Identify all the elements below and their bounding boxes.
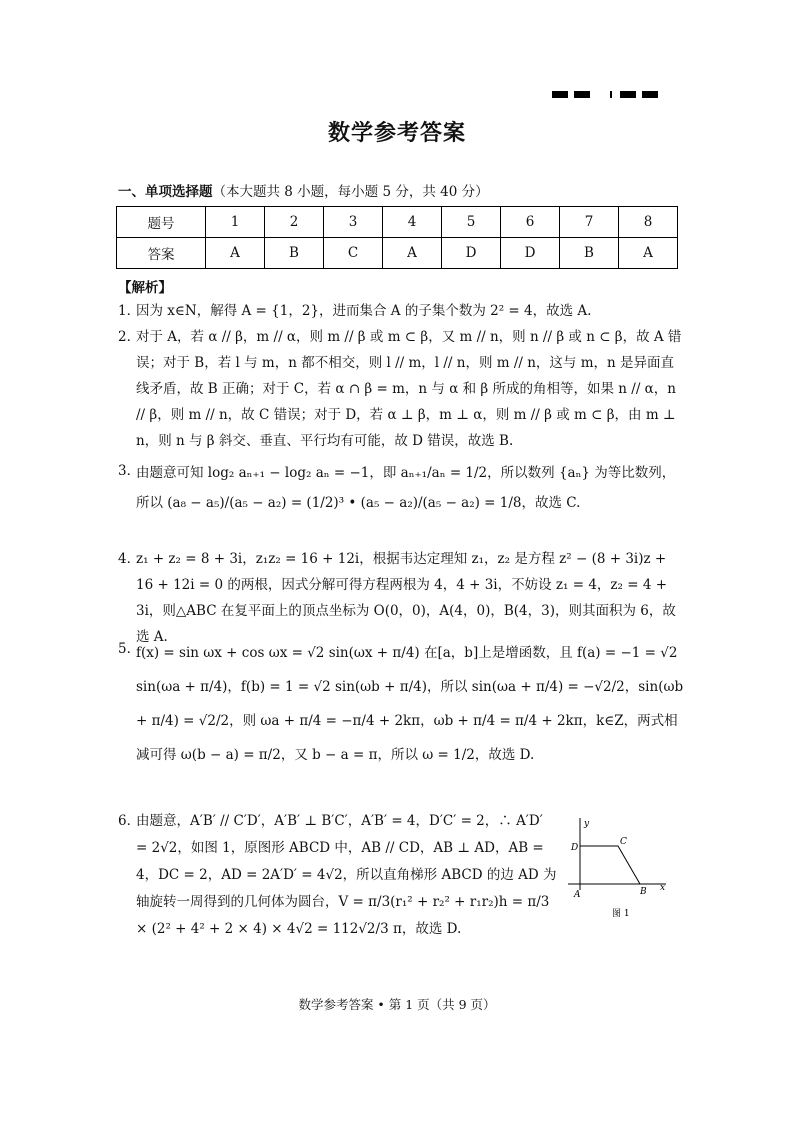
table-cell: D <box>501 238 560 269</box>
page-footer: 数学参考答案 • 第 1 页（共 9 页） <box>298 997 496 1012</box>
trapezoid-edge <box>580 846 640 884</box>
label-y: y <box>584 819 590 829</box>
solution-item-5 <box>118 636 684 772</box>
trapezoid-diagram <box>568 812 676 922</box>
table-cell: A <box>383 238 442 269</box>
item-number: 6． <box>118 813 141 829</box>
item-number: 4． <box>118 551 141 567</box>
section-note: （本大题共 8 小题，每小题 5 分，共 40 分） <box>212 184 489 200</box>
table-cell: 3 <box>324 207 383 238</box>
table-cell: B <box>265 238 324 269</box>
figure-caption: 图 1 <box>612 909 630 919</box>
answer-table <box>116 206 678 269</box>
item-number: 3． <box>118 463 141 479</box>
figure-1 <box>568 812 676 922</box>
table-cell: A <box>619 238 678 269</box>
table-cell: 7 <box>560 207 619 238</box>
section-heading <box>118 180 489 200</box>
table-head-number: 题号 <box>117 207 206 238</box>
solution-item-2 <box>118 324 684 454</box>
label-d: D <box>571 843 579 853</box>
item-text: 由题意，A′B′ // C′D′，A′B′ ⊥ B′C′，A′B′ = 4，D′C′ = 2，∴ A′D′ = 2√2，如图 1，原图形 ABCD 中，AB // CD，AB ⊥ AD，AB = 4，DC = 2，AD = 2A′D′ = 4√2，所以直角梯形 ABCD 的边 AD 为轴旋转一周得到的几何体为圆台，V = π/3(r₁² + r₂² + r₁r₂)h = π/3 × (2² + 4² + 2 × 4) × 4√2 = 112√2/3 π，故选 D. <box>136 813 557 937</box>
solution-item-3 <box>118 458 684 518</box>
page-title: 数学参考答案 <box>327 120 466 146</box>
solution-item-6 <box>118 808 558 943</box>
table-row-answers <box>117 238 678 269</box>
label-a: A <box>574 890 581 900</box>
table-cell: 2 <box>265 207 324 238</box>
item-text: 由题意可知 log₂ aₙ₊₁ − log₂ aₙ = −1，即 aₙ₊₁/aₙ = 1/2，所以数列 {aₙ} 为等比数列，所以 (a₈ − a₅)/(a₅ − a₂) = (1/2)³ • (a₅ − a₂)/(a₅ − a₂) = 1/8，故选 C. <box>136 465 676 511</box>
table-cell: 4 <box>383 207 442 238</box>
table-cell: 8 <box>619 207 678 238</box>
table-cell: C <box>324 238 383 269</box>
analysis-label: 【解析】 <box>118 280 172 296</box>
label-c: C <box>620 837 627 847</box>
table-row-numbers <box>117 207 678 238</box>
table-cell: D <box>442 238 501 269</box>
section-label: 一、单项选择题 <box>118 184 213 200</box>
item-text: 对于 A，若 α // β，m // α，则 m // β 或 m ⊂ β，又 m // n，则 n // β 或 n ⊂ β，故 A 错误；对于 B，若 l 与 m，n 都不相交，则 l // m，l // n，则 m // n，这与 m，n 是异面直线矛盾，故 B 正确；对于 C，若 α ∩ β = m，n 与 α 和 β 所成的角相等，如果 n // α，n // β，则 m // n，故 C 错误；对于 D，若 α ⊥ β，m ⊥ α，则 m // β 或 m ⊂ β，由 m ⊥ n，则 n 与 β 斜交、垂直、平行均有可能，故 D 错误，故选 B. <box>136 329 682 449</box>
item-number: 2． <box>118 329 141 345</box>
table-cell: 5 <box>442 207 501 238</box>
label-x: x <box>660 883 666 893</box>
item-number: 1． <box>118 303 141 319</box>
table-cell: 6 <box>501 207 560 238</box>
table-cell: 1 <box>206 207 265 238</box>
item-text: z₁ + z₂ = 8 + 3i，z₁z₂ = 16 + 12i，根据韦达定理知 z₁，z₂ 是方程 z² − (8 + 3i)z + 16 + 12i = 0 的两根，因式分解可得方程两根为 4，4 + 3i，不妨设 z₁ = 4，z₂ = 4 + 3i，则△ABC 在复平面上的顶点坐标为 O(0，0)，A(4，0)，B(4，3)，则其面积为 6，故选 A. <box>136 551 676 645</box>
table-cell: B <box>560 238 619 269</box>
item-number: 5． <box>118 641 141 657</box>
header-marks <box>552 91 662 101</box>
solution-item-4 <box>118 546 684 650</box>
label-b: B <box>640 887 647 897</box>
item-text: f(x) = sin ωx + cos ωx = √2 sin(ωx + π/4) 在[a，b]上是增函数，且 f(a) = −1 = √2 sin(ωa + π/4)，f(b) = 1 = √2 sin(ωb + π/4)，所以 sin(ωa + π/4) = −√2/2，sin(ωb + π/4) = √2/2，则 ωa + π/4 = −π/4 + 2kπ，ωb + π/4 = π/4 + 2kπ，k∈Z，两式相减可得 ω(b − a) = π/2，又 b − a = π，所以 ω = 1/2，故选 D. <box>136 645 684 763</box>
table-cell: A <box>206 238 265 269</box>
solution-item-1 <box>118 298 684 324</box>
table-head-answer: 答案 <box>117 238 206 269</box>
item-text: 因为 x∈N，解得 A = {1，2}，进而集合 A 的子集个数为 2² = 4，故选 A. <box>136 303 592 319</box>
